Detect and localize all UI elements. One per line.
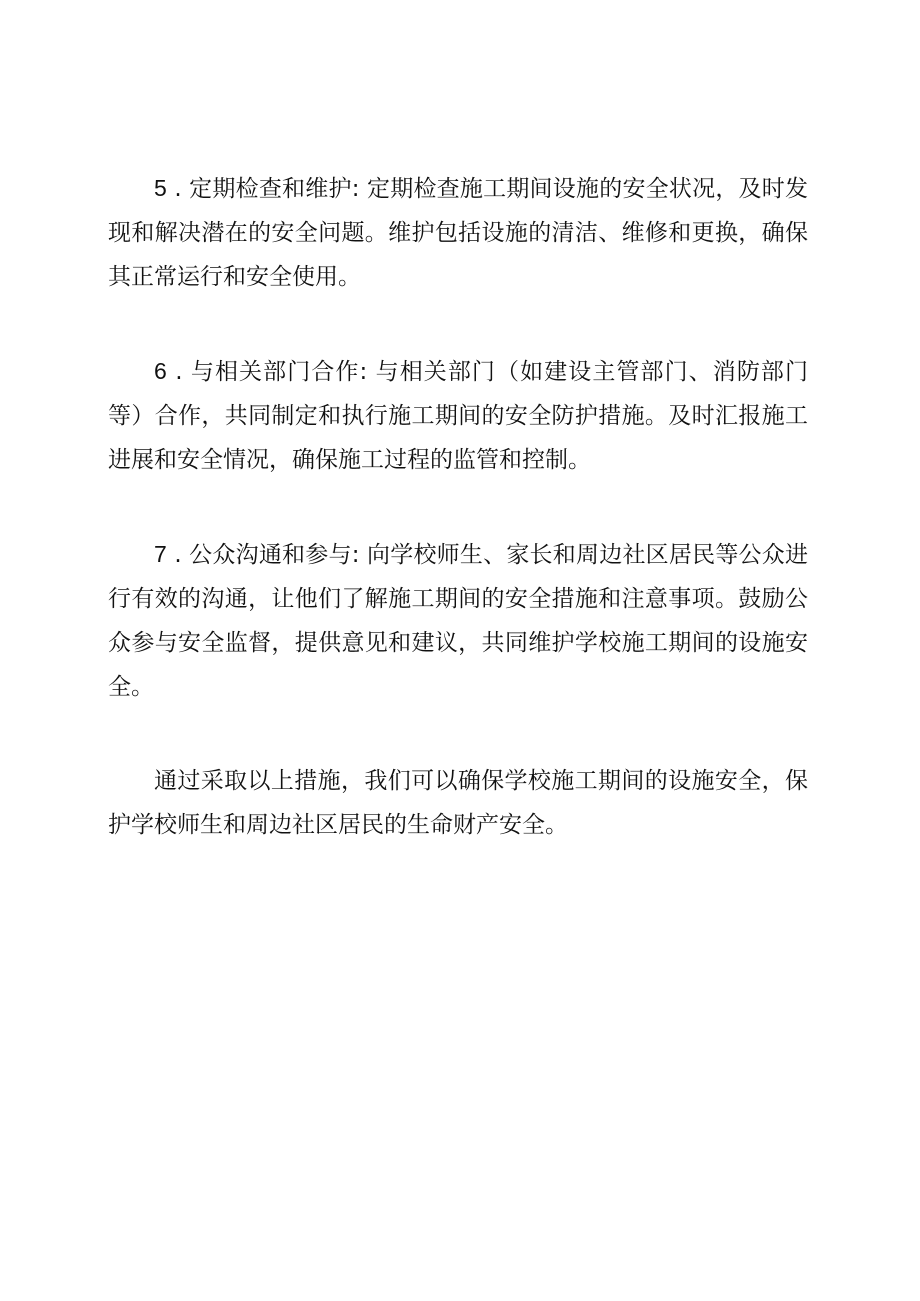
paragraph-conclusion (108, 759, 808, 847)
paragraph-item-6 (108, 349, 808, 482)
paragraph-text: . 与相关部门合作: 与相关部门（如建设主管部门、消防部门等）合作，共同制定和执行施工期间的安全防护措施。及时汇报施工进展和安全情况，确保施工过程的监管和控制。 (108, 359, 808, 473)
item-number: 7 (154, 541, 167, 567)
item-number: 6 (154, 358, 167, 384)
paragraph-item-7 (108, 532, 808, 709)
paragraph-text: . 定期检查和维护: 定期检查施工期间设施的安全状况，及时发现和解决潜在的安全问题。维护包括设施的清洁、维修和更换，确保其正常运行和安全使用。 (108, 176, 808, 290)
item-number: 5 (154, 175, 167, 201)
document-body (108, 166, 808, 847)
paragraph-text: . 公众沟通和参与: 向学校师生、家长和周边社区居民等公众进行有效的沟通，让他们了解施工期间的安全措施和注意事项。鼓励公众参与安全监督，提供意见和建议，共同维护学校施工期间的设施安全。 (108, 542, 808, 700)
paragraph-item-5 (108, 166, 808, 299)
paragraph-text: 通过采取以上措施，我们可以确保学校施工期间的设施安全，保护学校师生和周边社区居民的生命财产安全。 (108, 768, 808, 838)
